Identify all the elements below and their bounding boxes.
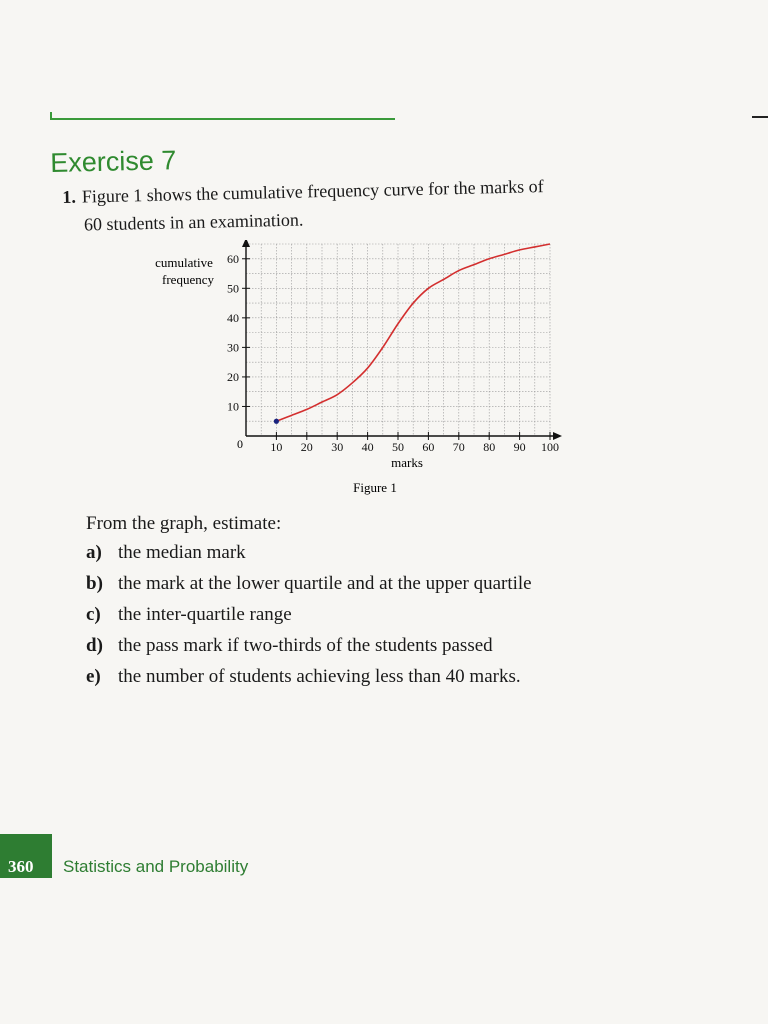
page-number: 360 [8,857,34,876]
task-list [86,513,646,697]
task-item-c [86,604,646,635]
task-letter: c) [86,604,101,625]
y-axis-label-line-1: cumulative [155,255,213,270]
x-tick-label: 90 [513,440,526,454]
y-tick-label: 60 [227,251,239,266]
task-letter: b) [86,573,103,594]
task-text: the number of students achieving less than 40 marks. [118,666,521,687]
x-tick-label: 20 [300,440,313,454]
task-item-a [86,542,646,573]
chart-curve [274,244,550,424]
x-tick-label: 10 [270,440,283,454]
task-letter: a) [86,542,102,563]
task-text: the median mark [118,542,246,563]
cumulative-frequency-chart [140,240,570,505]
curve-start-point [274,419,279,424]
y-tick-label: 40 [227,310,239,325]
question-line-2: 60 students in an examination. [83,209,304,235]
chart-svg [140,240,570,505]
task-letter: d) [86,635,103,656]
question-text-1: Figure 1 shows the cumulative frequency curve for the marks of [81,176,544,207]
x-axis-label: marks [391,455,423,470]
x-tick-label: 30 [331,440,344,454]
right-rule [752,116,768,118]
task-letter: e) [86,666,101,687]
x-axis-arrow [553,432,562,440]
exercise-title: Exercise 7 [50,145,177,178]
origin-label: 0 [237,437,243,451]
y-tick-label: 10 [227,399,239,414]
task-text: the mark at the lower quartile and at the upper quartile [118,573,532,594]
top-rule [50,118,395,120]
x-tick-label: 100 [541,440,559,454]
task-intro: From the graph, estimate: [86,513,282,534]
y-axis-arrow [242,240,250,247]
x-tick-label: 80 [483,440,496,454]
x-tick-label: 40 [361,440,374,454]
y-tick-label: 30 [227,340,239,355]
chart-grid [246,244,550,436]
task-item-d [86,635,646,666]
x-tick-label: 50 [392,440,404,454]
task-text: the pass mark if two-thirds of the students passed [118,635,493,656]
section-title: Statistics and Probability [63,857,249,876]
x-tick-label: 60 [422,440,435,454]
chart-axes [242,240,562,440]
x-tick-label: 70 [452,440,465,454]
question-number: 1. [62,186,77,207]
y-tick-label: 50 [227,281,239,296]
task-item-b [86,573,646,604]
y-axis-label-line-2: frequency [162,272,214,287]
y-tick-label: 20 [227,369,239,384]
task-item-e [86,666,646,697]
question-1 [62,169,663,239]
task-text: the inter-quartile range [118,604,292,625]
figure-caption: Figure 1 [353,480,397,495]
